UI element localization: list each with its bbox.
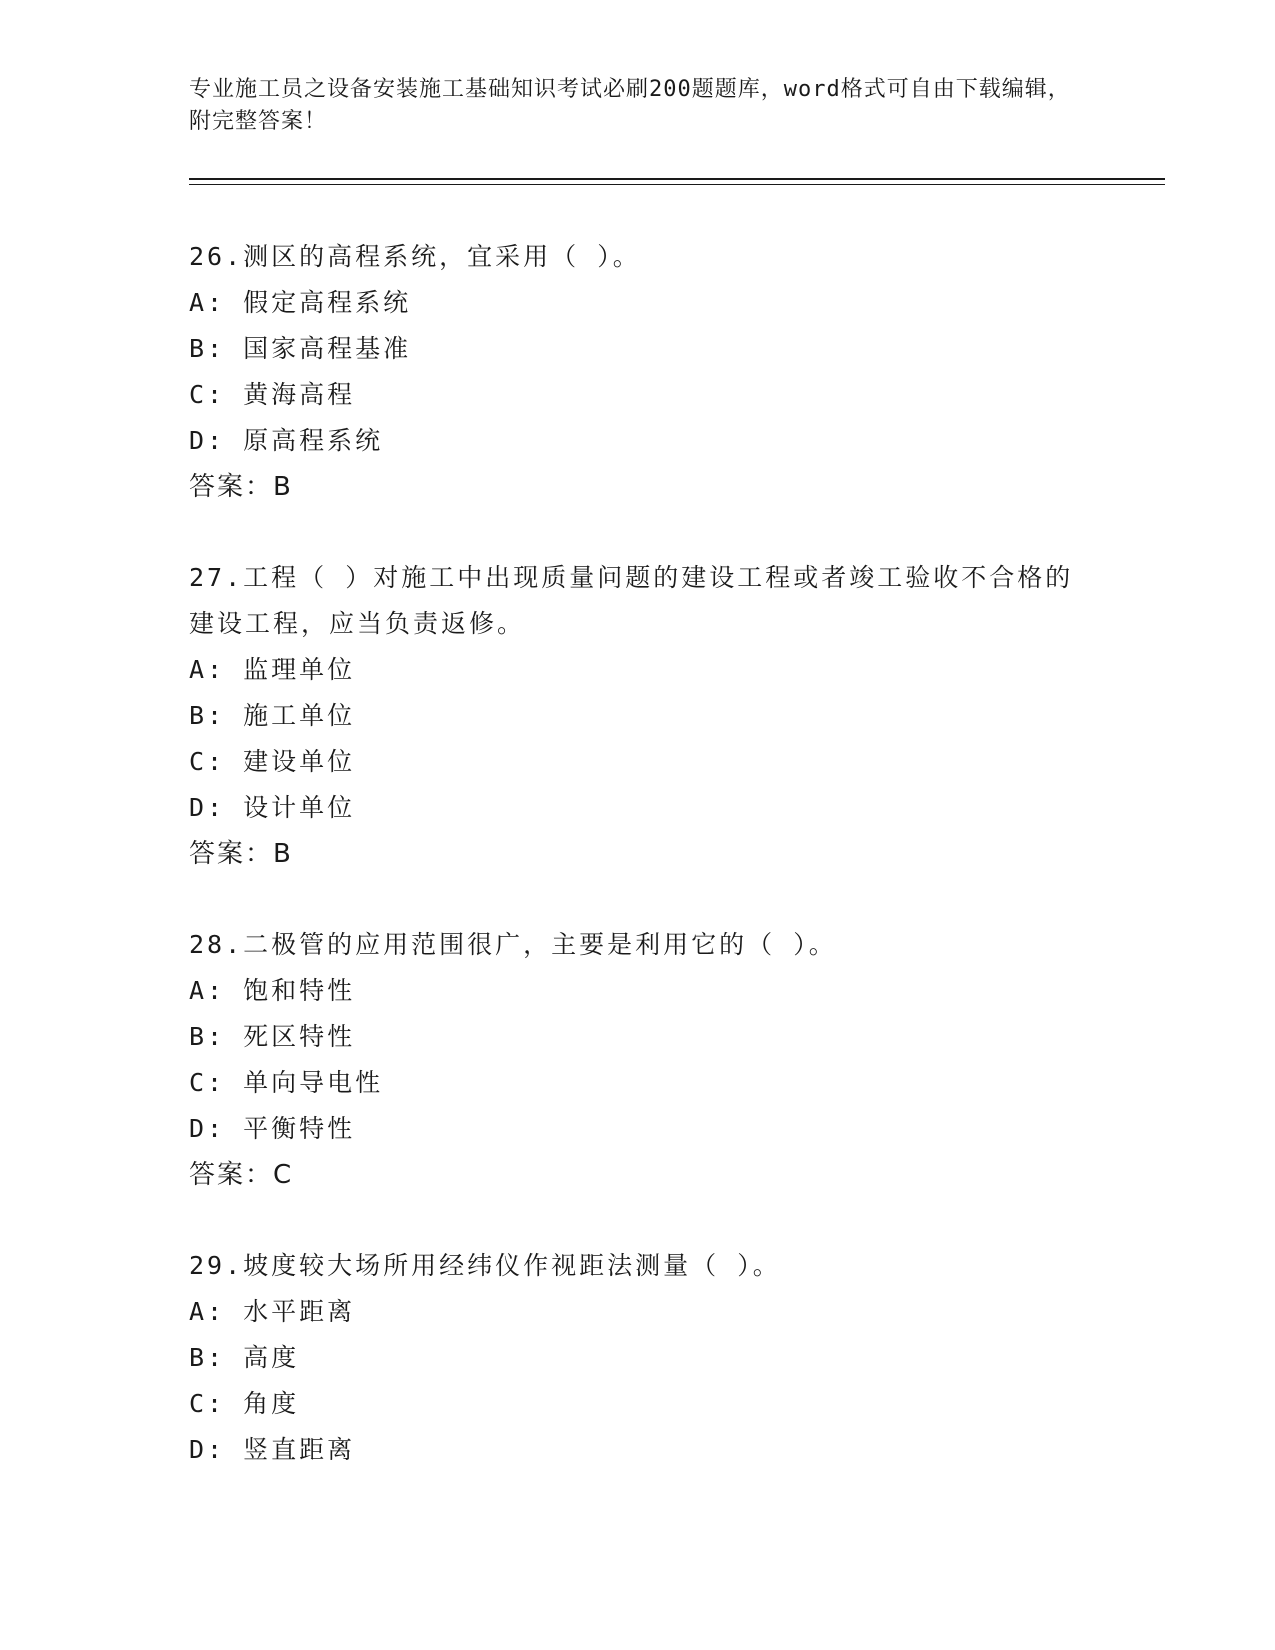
- document-header: 专业施工员之设备安装施工基础知识考试必刷200题题库，word格式可自由下载编辑，附完整答案！: [189, 77, 1071, 134]
- option-b: B: 施工单位: [189, 701, 356, 730]
- question-list: [189, 234, 1089, 1518]
- option-d: D: 竖直距离: [189, 1435, 356, 1464]
- option-c: C: 黄海高程: [189, 380, 356, 409]
- answer: 答案：B: [189, 472, 293, 502]
- option-c: C: 建设单位: [189, 747, 356, 776]
- question-26: [189, 234, 1089, 510]
- option-a: A: 假定高程系统: [189, 288, 412, 317]
- question-27: [189, 555, 1089, 877]
- option-b: B: 高度: [189, 1343, 300, 1372]
- question-stem: 28.二极管的应用范围很广，主要是利用它的（ ）。: [189, 930, 837, 959]
- option-d: D: 平衡特性: [189, 1114, 356, 1143]
- option-d: D: 设计单位: [189, 793, 356, 822]
- option-a: A: 水平距离: [189, 1297, 356, 1326]
- option-a: A: 监理单位: [189, 655, 356, 684]
- answer: 答案：B: [189, 839, 293, 869]
- question-28: [189, 922, 1089, 1198]
- answer: 答案：C: [189, 1160, 294, 1190]
- header-divider-thick: [189, 178, 1165, 180]
- header-divider-thin: [189, 184, 1165, 185]
- question-stem: 27.工程（ ）对施工中出现质量问题的建设工程或者竣工验收不合格的建设工程，应当负责返修。: [189, 563, 1074, 638]
- option-b: B: 国家高程基准: [189, 334, 412, 363]
- option-d: D: 原高程系统: [189, 426, 384, 455]
- option-c: C: 单向导电性: [189, 1068, 384, 1097]
- option-c: C: 角度: [189, 1389, 300, 1418]
- question-stem: 29.坡度较大场所用经纬仪作视距法测量（ ）。: [189, 1251, 781, 1280]
- option-b: B: 死区特性: [189, 1022, 356, 1051]
- option-a: A: 饱和特性: [189, 976, 356, 1005]
- question-stem: 26.测区的高程系统，宜采用（ ）。: [189, 242, 641, 271]
- question-29: [189, 1243, 1089, 1473]
